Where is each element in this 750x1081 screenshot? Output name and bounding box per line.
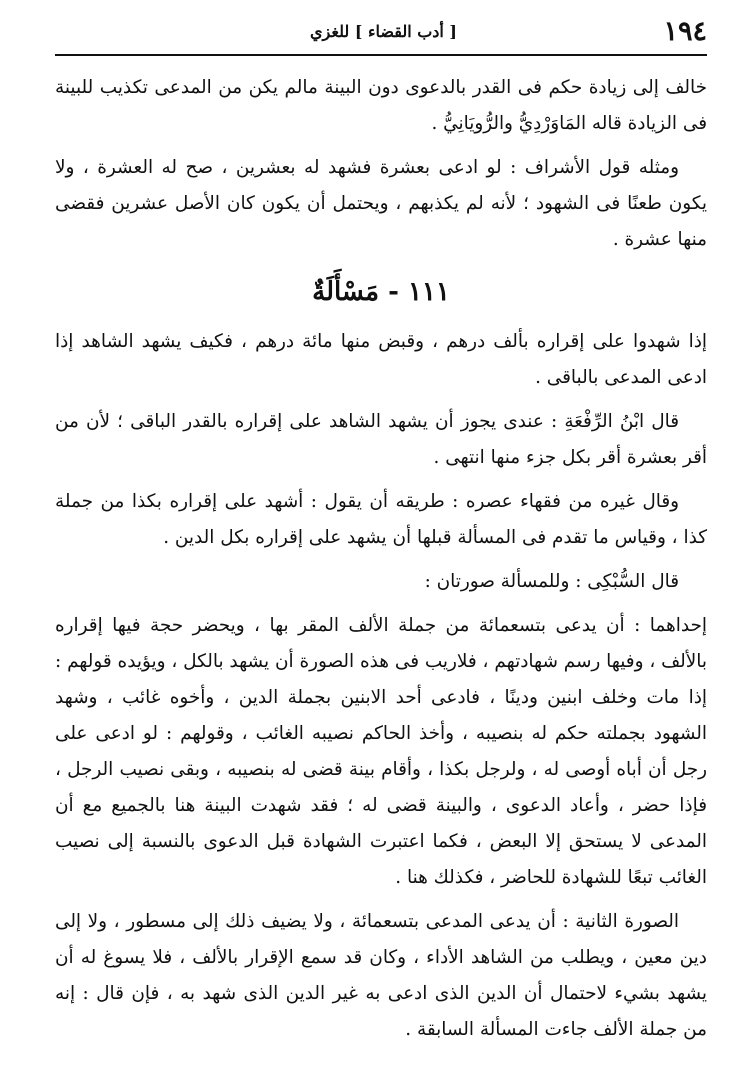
paragraph: ومثله قول الأشراف : لو ادعى بعشرة فشهد له بعشرين ، صح له العشرة ، ولا يكون طعنًا فى الشهود ؛ لأنه لم يكذبهم ، ويحتمل أن يكون كان الأصل عشرين فقضى منها عشرة . [55, 157, 707, 250]
paragraph: قال السُّبْكِى : وللمسألة صورتان : [424, 571, 679, 592]
section-heading: ١١١ - مَسْأَلَةٌ [312, 277, 450, 307]
paragraph: وقال غيره من فقهاء عصره : طريقه أن يقول : أشهد على إقراره بكذا من جملة كذا ، وقياس ما تقدم فى المسألة قبلها أن يشهد على إقراره بكل الدين . [55, 491, 707, 548]
paragraph: خالف إلى زيادة حكم فى القدر بالدعوى دون البينة مالم يكن من المدعى تكذيب للبينة فى الزيادة قاله المَاوَرْدِيُّ والرُّويَانِيُّ . [55, 77, 707, 134]
page-header [55, 14, 707, 56]
book-page [55, 14, 707, 1064]
paragraph: الصورة الثانية : أن يدعى المدعى بتسعمائة ، ولا يضيف ذلك إلى مسطور ، ولا إلى دين معين ، ويطلب من الشاهد الأداء ، وكان قد سمع الإقرار بالألف ، فلا يسوغ له أن يشهد بشيء لاحتمال أن الدين الذى ادعى به غير الدين الذى شهد به ، فإن قال : إنه من جملة الألف جاءت المسألة السابقة . [55, 911, 707, 1040]
paragraph: إحداهما : أن يدعى بتسعمائة من جملة الألف المقر بها ، ويحضر حجة فيها إقراره بالألف ، وفيها رسم شهادتهم ، فلاريب فى هذه الصورة أن يشهد بالكل ، ويؤيده قولهم : إذا مات وخلف ابنين ودينًا ، فادعى أحد الابنين بجملة الدين ، وأخوه غائب ، وشهد الشهود بجملته حكم له بنصيبه ، وأخذ الحاكم نصيبه الغائب ، وقولهم : لو ادعى على رجل أن أباه أوصى له ، ولرجل بكذا ، وأقام بينة قضى له بنصيبه ، وبقى نصيب الرجل ، فإذا حضر ، وأعاد الدعوى ، والبينة قضى له ؛ فقد شهدت البينة هنا بالجميع مع أن المدعى لا يستحق إلا البعض ، فكما اعتبرت الشهادة قبل الدعوى بالنسبة إلى نصيب الغائب تبعًا للشهادة للحاضر ، فكذلك هنا . [55, 615, 707, 888]
page-number: ١٩٤ [663, 16, 707, 47]
running-title: [ أدب القضاء ] للغزي [310, 22, 457, 41]
paragraph: قال ابْنُ الرِّفْعَةِ : عندى يجوز أن يشهد الشاهد على إقراره بالقدر الباقى ؛ لأن من أقر بعشرة أقر بكل جزء منها انتهى . [55, 411, 707, 468]
paragraph: إذا شهدوا على إقراره بألف درهم ، وقبض منها مائة درهم ، فكيف يشهد الشاهد إذا ادعى المدعى بالباقى . [55, 331, 707, 388]
page-body [55, 70, 707, 1048]
